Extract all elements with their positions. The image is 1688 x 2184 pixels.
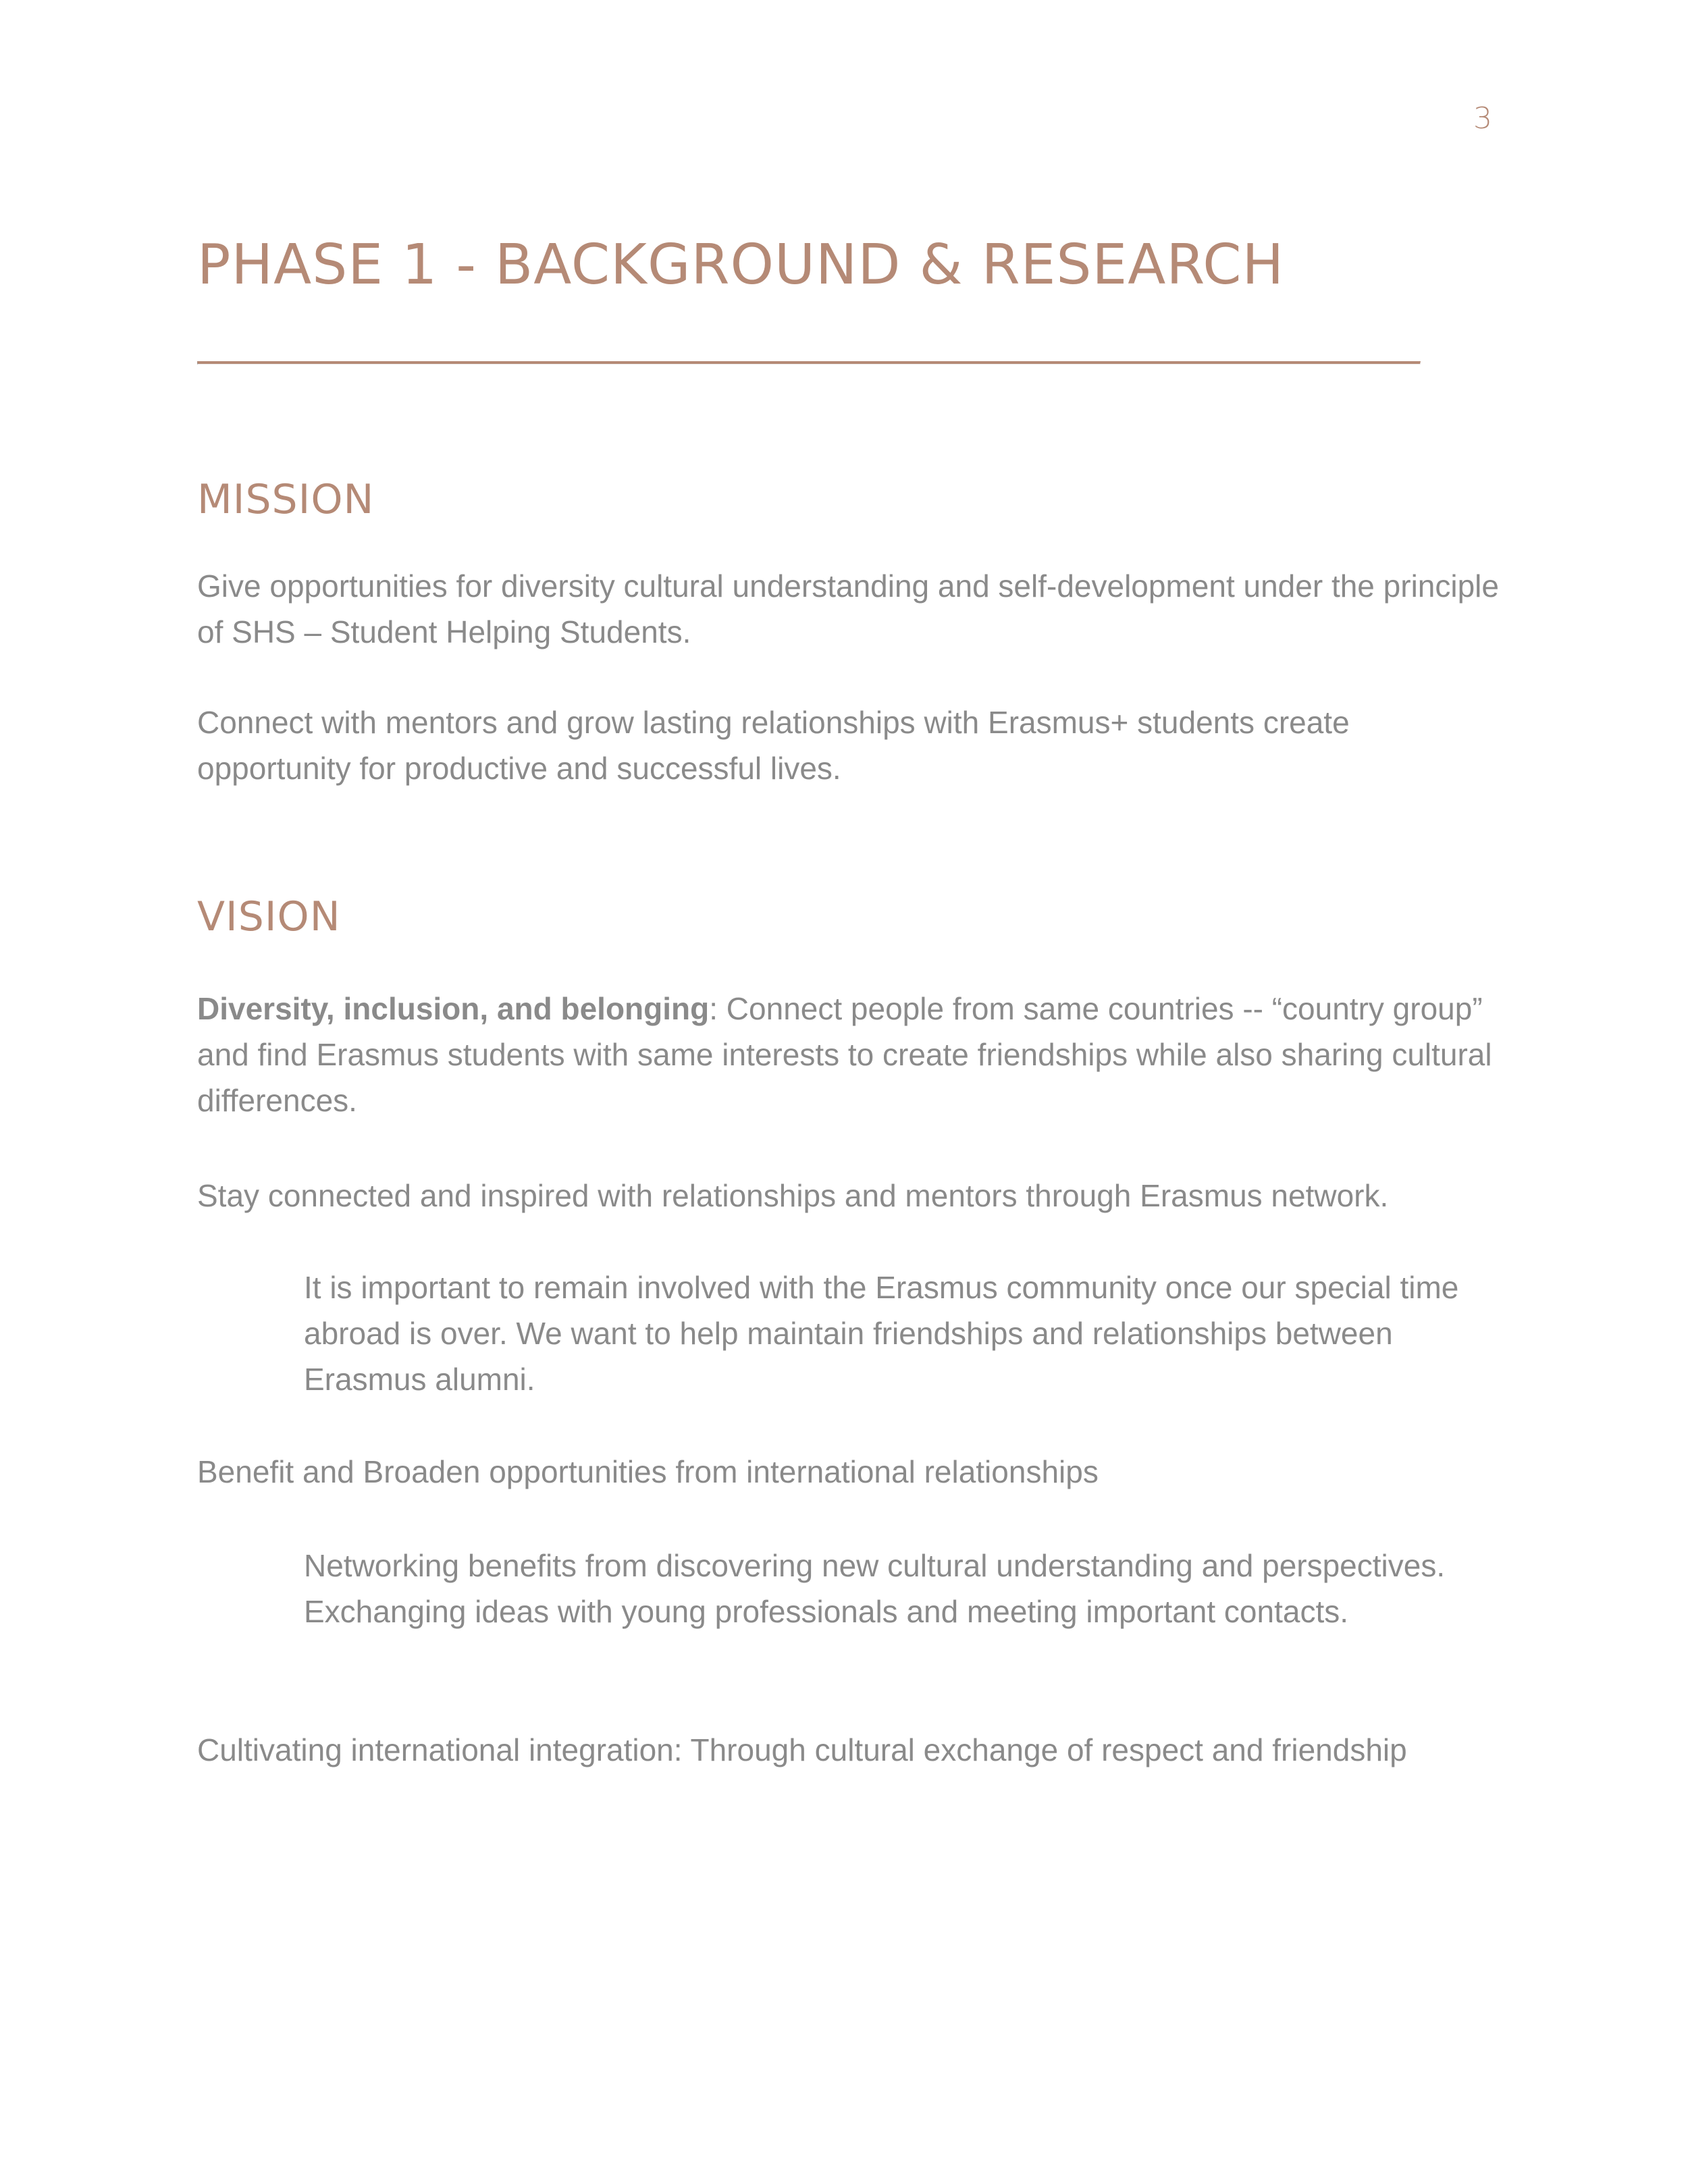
vision-cultivating: Cultivating international integration: Through cultural exchange of respect and friendship <box>197 1732 1407 1767</box>
vision-diversity-paragraph <box>197 986 1500 1123</box>
page-title: PHASE 1 - BACKGROUND & RESEARCH <box>197 233 1285 297</box>
diversity-bold-phrase: Diversity, inclusion, and belonging <box>197 991 710 1026</box>
mission-paragraph: Connect with mentors and grow lasting relationships with Erasmus+ students create opportunity for productive and successful lives. <box>197 705 1350 786</box>
vision-benefit-detail: Networking benefits from discovering new cultural understanding and perspectives. Exchanging ideas with young professionals and meeting important contacts. <box>304 1548 1446 1629</box>
page-number: 3 <box>1473 101 1492 136</box>
diversity-text: : Connect people from same countries -- “country group” and find Erasmus students with same interests to create friendships while also sharing cultural differences. <box>197 991 1492 1118</box>
vision-benefit: Benefit and Broaden opportunities from international relationships <box>197 1454 1099 1489</box>
vision-stay-connected: Stay connected and inspired with relationships and mentors through Erasmus network. <box>197 1178 1389 1213</box>
vision-stay-connected-detail: It is important to remain involved with the Erasmus community once our special time abroad is over. We want to help maintain friendships and relationships between Erasmus alumni. <box>304 1270 1459 1397</box>
vision-heading: VISION <box>197 893 341 940</box>
mission-heading: MISSION <box>197 476 375 523</box>
mission-paragraph: Give opportunities for diversity cultural understanding and self-development under the principle of SHS – Student Helping Students. <box>197 568 1499 649</box>
title-divider <box>197 361 1421 365</box>
